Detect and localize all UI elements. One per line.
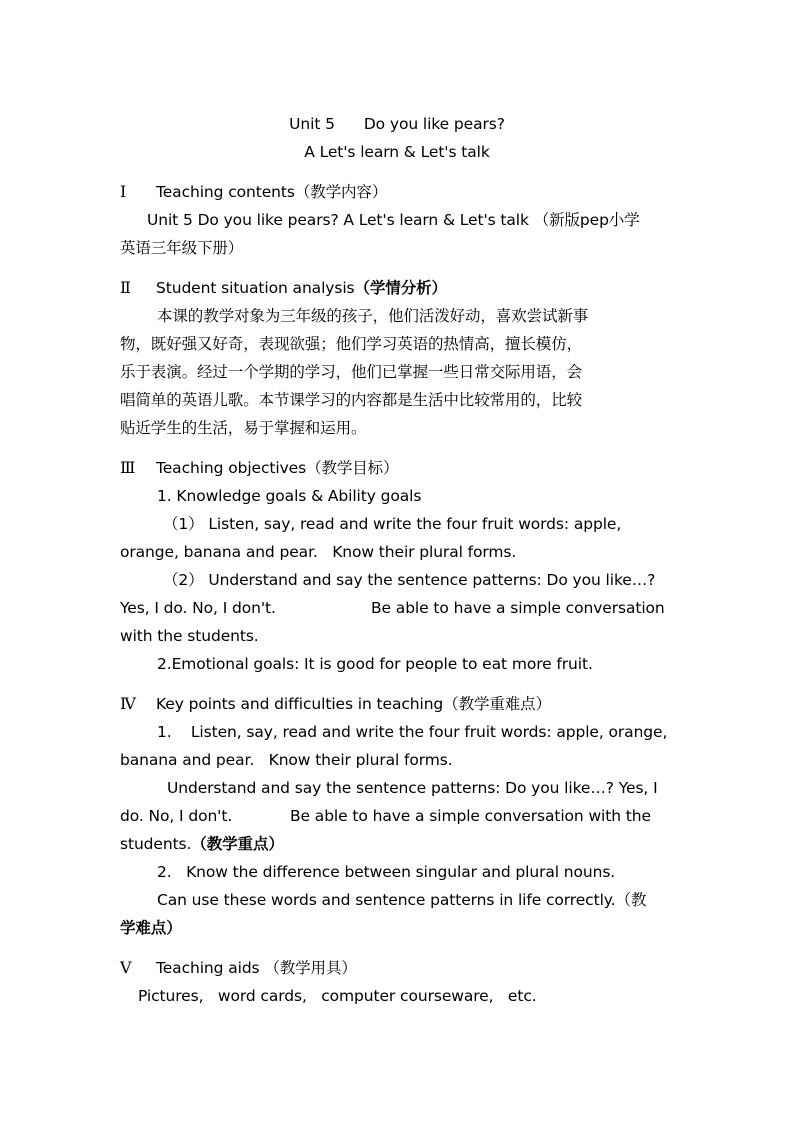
document-subtitle: A Let's learn & Let's talk [304,143,490,161]
section-3-body-line: orange, banana and pear. Know their plural forms. [120,543,517,561]
section-4-body-line: 2. Know the difference between singular and plural nouns. [157,863,616,881]
section-2-heading [120,278,447,298]
section-5-body-line: Pictures, word cards, computer courseware, etc. [138,987,537,1005]
section-2-body-line: 贴近学生的生活，易于掌握和运用。 [120,419,367,437]
section-2-body-line: 本课的教学对象为三年级的孩子，他们活泼好动，喜欢尝试新事 [157,307,589,325]
section-4-students-text: students. [120,835,192,853]
section-3-numeral: Ⅲ [120,458,136,477]
section-4-body-line: Understand and say the sentence patterns: Do you like…? Yes, I [167,779,658,797]
section-3-body-line: 2.Emotional goals: It is good for people to eat more fruit. [157,655,593,673]
section-2-title-en: Student situation analysis [156,279,355,297]
section-5-numeral: Ⅴ [120,958,132,977]
section-5-heading [120,958,357,978]
section-3-body-line: Be able to have a simple conversation [371,599,665,617]
section-2-body-line: 唱简单的英语儿歌。本节课学习的内容都是生活中比较常用的，比较 [120,391,583,409]
section-4-body-line: Be able to have a simple conversation with the [290,807,651,825]
section-4-body-line: 1. Listen, say, read and write the four fruit words: apple, orange, [157,723,668,741]
section-4-numeral: Ⅳ [120,694,136,713]
section-3-body-line: 1. Knowledge goals & Ability goals [157,487,422,505]
section-3-body-line: Yes, I do. No, I don't. [120,599,276,617]
section-1-heading [120,182,387,202]
document-title: Unit 5 Do you like pears? [289,115,505,133]
section-3-body-line: （1） Listen, say, read and write the four fruit words: apple, [163,515,622,533]
section-3-heading [120,458,398,478]
section-4-body-line: banana and pear. Know their plural forms. [120,751,453,769]
section-3-body-line: with the students. [120,627,259,645]
section-2-body-line: 物，既好强又好奇，表现欲强；他们学习英语的热情高，擅长模仿， [120,335,583,353]
section-1-body-line: Unit 5 Do you like pears? A Let's learn & Let's talk （新版pep小学 [147,211,640,229]
section-2-numeral: Ⅱ [120,278,131,297]
section-4-body-line: do. No, I don't. [120,807,233,825]
section-5-title: Teaching aids （教学用具） [156,959,357,977]
section-2-body-line: 乐于表演。经过一个学期的学习，他们已掌握一些日常交际用语，会 [120,363,583,381]
section-4-body-line: Can use these words and sentence patterns in life correctly.（教 [157,891,647,909]
section-1-title: Teaching contents（教学内容） [156,183,388,201]
section-2-title-cn: （学情分析） [354,279,447,297]
section-3-title: Teaching objectives（教学目标） [156,459,399,477]
section-4-title: Key points and difficulties in teaching（教学重难点） [156,695,551,713]
section-3-body-line: （2） Understand and say the sentence patterns: Do you like…? [163,571,656,589]
section-4-body-line: 学难点） [120,919,182,937]
section-4-body-line [120,834,284,854]
section-4-key-point-tag: （教学重点） [191,835,284,853]
section-4-heading [120,694,551,714]
section-1-numeral: Ⅰ [120,182,127,201]
section-1-body-line: 英语三年级下册） [120,239,244,257]
